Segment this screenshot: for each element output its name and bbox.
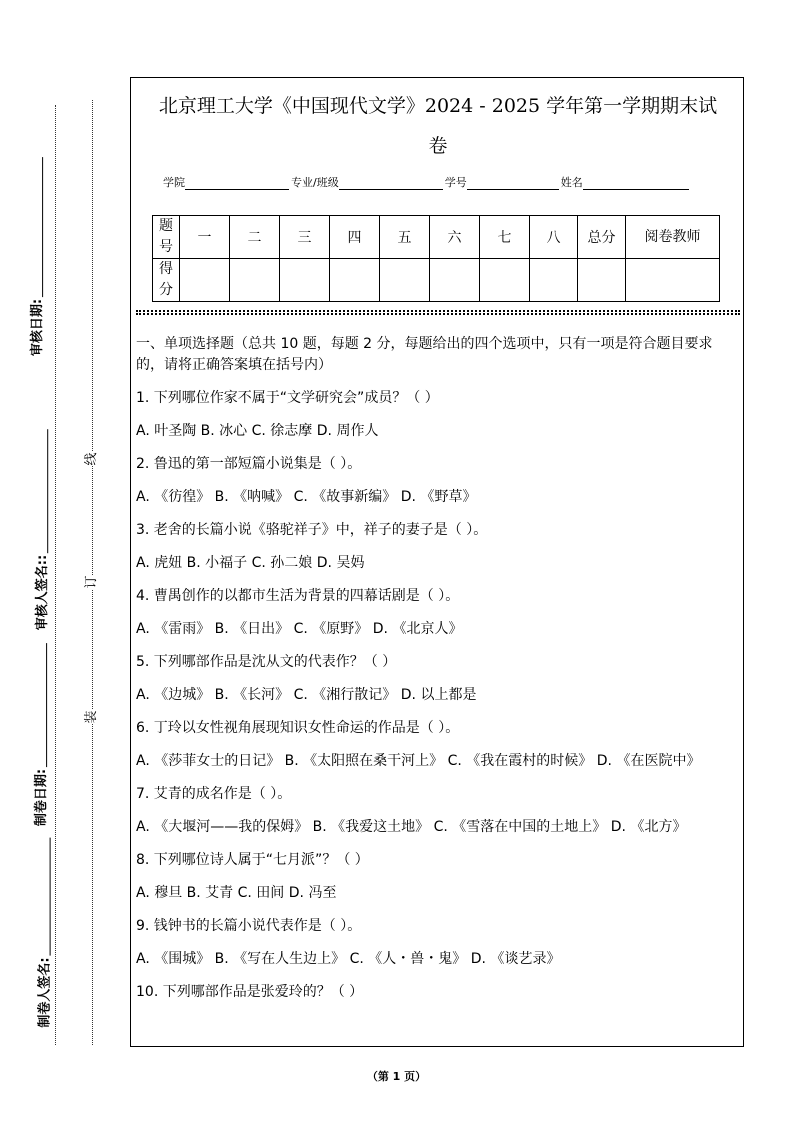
binding-dotted-line-outer xyxy=(55,105,56,1045)
question-8: 8. 下列哪位诗人属于“七月派”？（ ） xyxy=(136,852,369,868)
cut-mark-line: 线 xyxy=(84,452,99,466)
question-5: 5. 下列哪部作品是沈从文的代表作？（ ） xyxy=(136,654,397,670)
col-3-header: 三 xyxy=(280,216,330,259)
question-number-header xyxy=(153,216,180,259)
question-2: 2. 鲁迅的第一部短篇小说集是（ ）。 xyxy=(136,456,362,472)
question-3-options: A. 虎妞 B. 小福子 C. 孙二娘 D. 吴妈 xyxy=(136,555,365,571)
question-4-options: A. 《雷雨》 B. 《日出》 C. 《原野》 D. 《北京人》 xyxy=(136,621,463,637)
name-field[interactable] xyxy=(583,175,689,190)
exam-title-line2: 卷 xyxy=(428,135,448,157)
question-6-options: A. 《莎菲女士的日记》 B. 《太阳照在桑干河上》 C. 《我在霞村的时候》 D. 《在医院中》 xyxy=(136,753,701,769)
question-5-options: A. 《边城》 B. 《长河》 C. 《湘行散记》 D. 以上都是 xyxy=(136,687,477,703)
reviewer-signature-label: 审核人签名:: xyxy=(35,554,51,631)
cut-mark-install: 装 xyxy=(84,710,99,724)
reviewer-signature-line[interactable] xyxy=(33,429,48,553)
major-class-field[interactable] xyxy=(339,175,443,190)
paper-date-label: 制卷日期: xyxy=(34,768,50,827)
score-cell-6[interactable] xyxy=(430,259,480,302)
score-cell-3[interactable] xyxy=(280,259,330,302)
score-cell-2[interactable] xyxy=(230,259,280,302)
col-5-header: 五 xyxy=(380,216,430,259)
question-9: 9. 钱钟书的长篇小说代表作是（ ）。 xyxy=(136,918,362,934)
question-2-options: A. 《彷徨》 B. 《呐喊》 C. 《故事新编》 D. 《野草》 xyxy=(136,489,477,505)
binding-margin xyxy=(0,0,128,1122)
score-cell-8[interactable] xyxy=(530,259,578,302)
binding-dotted-line-inner xyxy=(92,100,93,1045)
col-7-header: 七 xyxy=(480,216,530,259)
separator-line xyxy=(136,310,740,312)
review-date-line[interactable] xyxy=(28,157,43,297)
question-number-label: 题号 xyxy=(159,218,173,255)
score-cell-1[interactable] xyxy=(180,259,230,302)
paper-date-line[interactable] xyxy=(32,643,47,767)
reviewer-signature-field[interactable] xyxy=(31,429,50,630)
exam-title xyxy=(131,86,745,166)
student-id-label: 学号 xyxy=(444,176,467,189)
question-1: 1. 下列哪位作家不属于“文学研究会”成员？（ ） xyxy=(136,390,439,406)
score-label: 得分 xyxy=(159,261,173,298)
score-cell-total[interactable] xyxy=(578,259,626,302)
paper-maker-signature-label: 制卷人签名: xyxy=(37,957,53,1028)
major-class-label: 专业/班级 xyxy=(291,176,339,189)
separator-line-2 xyxy=(136,313,740,315)
name-label: 姓名 xyxy=(560,176,583,189)
section-title: 一、单项选择题（总共 10 题，每题 2 分，每题给出的四个选项中，只有一项是符合题目要求的，请将正确答案填在括号内） xyxy=(136,336,713,373)
total-header: 总分 xyxy=(578,216,626,259)
col-8-header: 八 xyxy=(530,216,578,259)
score-table xyxy=(152,215,720,302)
exam-frame xyxy=(130,77,744,1047)
col-2-header: 二 xyxy=(230,216,280,259)
score-cell-5[interactable] xyxy=(380,259,430,302)
paper-date-field[interactable] xyxy=(30,643,49,826)
score-table-score-row xyxy=(153,259,720,302)
student-info-line xyxy=(163,174,723,190)
cut-mark-bind: 订 xyxy=(84,575,99,589)
paper-maker-signature-field[interactable] xyxy=(34,837,53,1027)
score-table-header-row xyxy=(153,216,720,259)
grader-label: 阅卷教师 xyxy=(644,228,701,245)
grader-header xyxy=(626,216,720,259)
score-header xyxy=(153,259,180,302)
question-6: 6. 丁玲以女性视角展现知识女性命运的作品是（ ）。 xyxy=(136,720,460,736)
col-4-header: 四 xyxy=(330,216,380,259)
college-label: 学院 xyxy=(163,176,185,189)
college-field[interactable] xyxy=(185,175,289,190)
question-1-options: A. 叶圣陶 B. 冰心 C. 徐志摩 D. 周作人 xyxy=(136,423,379,439)
paper-maker-signature-line[interactable] xyxy=(36,837,51,955)
question-3: 3. 老舍的长篇小说《骆驼祥子》中，祥子的妻子是（ ）。 xyxy=(136,522,488,538)
col-1-header: 一 xyxy=(180,216,230,259)
page-number: （第 1 页） xyxy=(366,1070,427,1083)
question-4: 4. 曹禺创作的以都市生活为背景的四幕话剧是（ ）。 xyxy=(136,588,460,604)
section-single-choice xyxy=(136,334,740,1015)
review-date-field[interactable] xyxy=(26,157,45,356)
student-id-field[interactable] xyxy=(467,175,559,190)
score-cell-7[interactable] xyxy=(480,259,530,302)
question-10: 10. 下列哪部作品是张爱玲的？（ ） xyxy=(136,984,364,1000)
score-cell-grader[interactable] xyxy=(626,259,720,302)
question-9-options: A. 《围城》 B. 《写在人生边上》 C. 《人・兽・鬼》 D. 《谈艺录》 xyxy=(136,951,561,967)
question-7: 7. 艾青的成名作是（ ）。 xyxy=(136,786,292,802)
question-8-options: A. 穆旦 B. 艾青 C. 田间 D. 冯至 xyxy=(136,885,337,901)
score-cell-4[interactable] xyxy=(330,259,380,302)
question-7-options: A. 《大堰河——我的保姆》 B. 《我爱这土地》 C. 《雪落在中国的土地上》 D. 《北方》 xyxy=(136,819,687,835)
exam-title-line1: 北京理工大学《中国现代文学》2024 - 2025 学年第一学期期末试 xyxy=(158,95,718,117)
col-6-header: 六 xyxy=(430,216,480,259)
review-date-label: 审核日期: xyxy=(30,298,46,357)
